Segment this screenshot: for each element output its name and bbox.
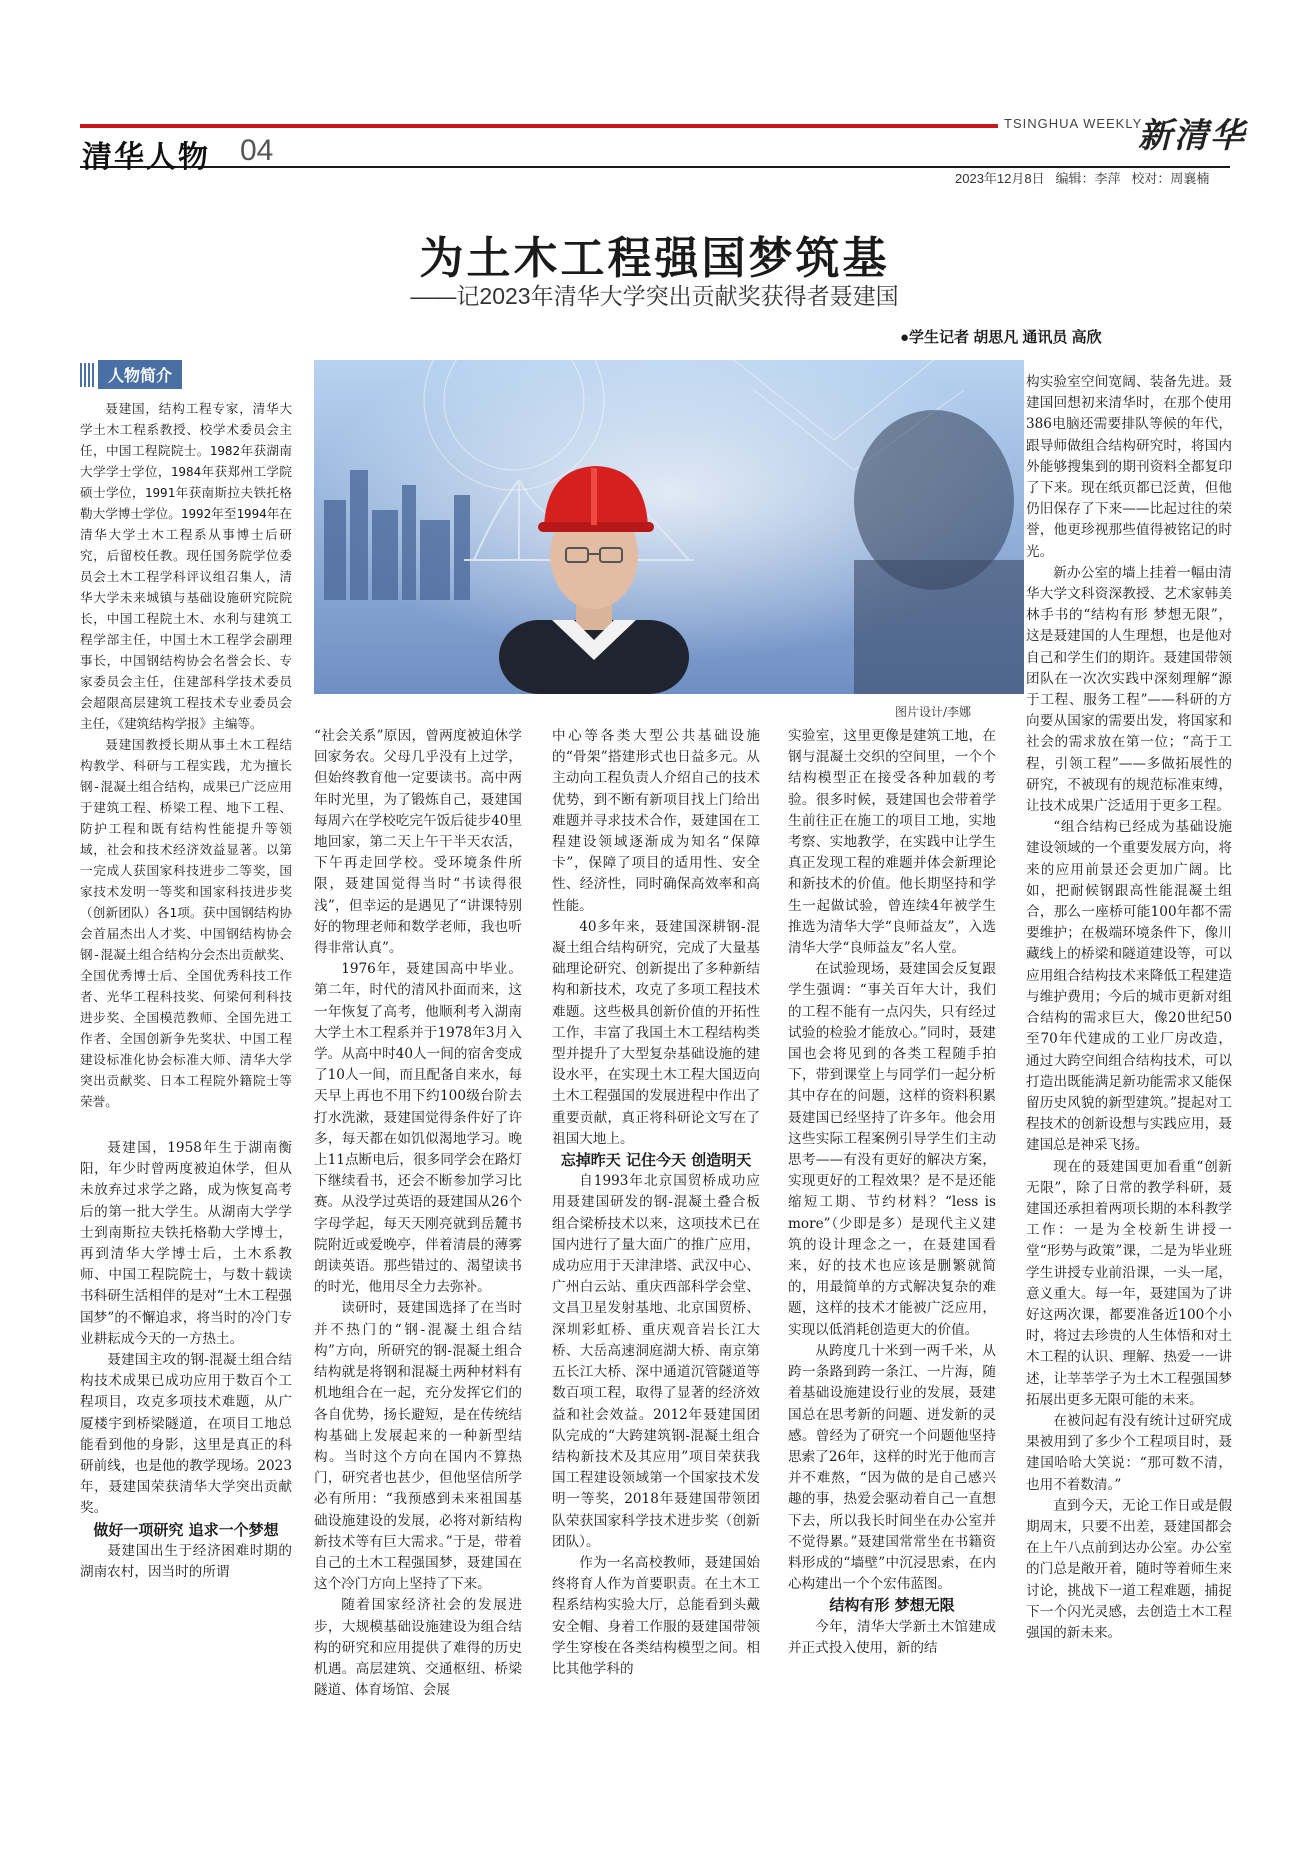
profile-paragraph: 聂建国教授长期从事土木工程结构教学、科研与工程实践，尤为擅长钢-混凝土组合结构，成果已广泛应用于建筑工程、桥梁工程、地下工程、防护工程和既有结构性能提升等领域，社会和技术经济效益显著。以第一完成人获国家科技进步二等奖，国家技术发明一等奖和国家科技进步奖（创新团队）各1项。获中国钢结构协会首届杰出人才奖、中国钢结构协会钢-混凝土组合结构分会杰出贡献奖、全国优秀博士后、全国优秀科技工作者、光华工程科技奖、何梁何利科技进步奖、全国模范教师、全国先进工作者、全国创新争先奖状、中国工程建设标准化协会标准大师、清华大学突出贡献奖、日本工程院外籍院士等荣誉。: [80, 737, 292, 1109]
profile-text: [80, 398, 292, 1112]
page-number: 04: [240, 134, 274, 167]
editor: 编辑：李萍: [1055, 171, 1121, 186]
paragraph: 读研时，聂建国选择了在当时并不热门的“钢-混凝土组合结构”方向，所研究的钢-混凝土组合结构就是将钢和混凝土两种材料有机地组合在一起，充分发挥它们的各自优势，扬长避短，是在传统结构基础上发展起来的一种新型结构。当时这个方向在国内不算热门，研究者也甚少，但他坚信所学必有所用：“我预感到未来祖国基础设施建设的发展，必将对新结构新技术等有巨大需求。”于是，带着自己的土木工程强国梦，聂建国在这个冷门方向上坚持了下来。: [314, 1300, 522, 1593]
paragraph: 实验室，这里更像是建筑工地，在钢与混凝土交织的空间里，一个个结构模型正在接受各种加载的考验。很多时候，聂建国也会带着学生前往正在施工的项目工地，实地考察、实地教学，在实践中让学生真正发现工程的难题并体会新理论和新技术的价值。他长期坚持和学生一起做试验，曾连续4年被学生推选为清华大学“良师益友”，入选清华大学“良师益友”名人堂。: [788, 728, 996, 957]
paragraph: 1976年，聂建国高中毕业。第二年，时代的清风扑面而来，这一年恢复了高考，他顺利考入湖南大学土木工程系并于1978年3月入学。从高中时40人一间的宿舍变成了10人一间，而且配备自来水，每天早上再也不用下约100级台阶去打水洗漱，聂建国觉得条件好了许多，每天都在如饥似渴地学习。晚上11点断电后，很多同学会在路灯下继续看书，还会不断参加学习比赛。从没学过英语的聂建国从26个字母学起，每天天刚亮就到岳麓书院附近或爱晚亭，伴着清晨的薄雾朗读英语。那些错过的、渴望读书的时光，他用尽全力去弥补。: [314, 961, 522, 1296]
section-subheading: 忘掉昨天 记住今天 创造明天: [560, 1151, 752, 1170]
paragraph: 今年，清华大学新土木馆建成并正式投入使用，新的结: [788, 1618, 996, 1656]
paragraph: 聂建国出生于经济困难时期的湖南农村，因当时的所谓: [80, 1542, 292, 1581]
section-subheading: 做好一项研究 追求一个梦想: [93, 1520, 279, 1539]
paragraph: 新办公室的墙上挂着一幅由清华大学文科资深教授、艺术家韩美林手书的“结构有形 梦想无限”，这是聂建国的人生理想，也是他对自己和学生们的期许。聂建国带领团队在一次次实践中深刻理解“源于工程、服务工程”——科研的方向要从国家的需要出发，将国家和社会的需求放在第一位；“高于工程，引领工程”——多做拓展性的研究，不被现有的规范标准束缚，让技术成果广泛适用于更多工程。: [1026, 564, 1232, 815]
paragraph: 聂建国主攻的钢-混凝土组合结构技术成果已成功应用于数百个工程项目，攻克多项技术难题，从广厦楼宇到桥梁隧道，在项目工地总能看到他的身影，这里是真正的科研前线，也是他的教学现场。2023年，聂建国荣获清华大学突出贡献奖。: [80, 1352, 292, 1517]
article-title: 为土木工程强国梦筑基: [419, 233, 890, 284]
column-4: [788, 726, 996, 1659]
paragraph: 构实验室空间宽阔、装备先进。聂建国回想初来清华时，在那个使用386电脑还需要排队等候的年代，跟导师做组合结构研究时，将国内外能够搜集到的期刊资料全都复印了下来。现在纸页都已泛黄，但他仍旧保存了下来——比起过往的荣誉，他更珍视那些值得被铭记的时光。: [1026, 374, 1232, 560]
paragraph: 作为一名高校教师，聂建国始终将育人作为首要职责。在土木工程系结构实验大厅，总能看到头戴安全帽、身着工作服的聂建国带领学生穿梭在各类结构模型之间。相比其他学科的: [552, 1554, 760, 1677]
paragraph: 40多年来，聂建国深耕钢-混凝土组合结构研究，完成了大量基础理论研究、创新提出了多种新结构和新技术，攻克了多项工程技术难题。这些极具创新价值的开拓性工作，丰富了我国土木工程结构类型并提升了大型复杂基础设施的建设水平，在实现土木工程大国迈向土木工程强国的发展进程中作出了重要贡献，真正将科研论文写在了祖国大地上。: [552, 918, 760, 1147]
portrait-photo: [314, 360, 1024, 694]
paragraph: “社会关系”原因，曾两度被迫休学回家务农。父母几乎没有上过学，但始终教育他一定要读书。高中两年时光里，为了锻炼自己，聂建国每周六在学校吃完午饭后徒步40里地回家，第二天上午干半天农活，下午再走回学校。受环境条件所限，聂建国觉得当时“书读得很浅”，但幸运的是遇见了“讲课特别好的物理老师和数学老师，我也听得非常认真”。: [314, 728, 522, 957]
photo-caption: 图片设计/李娜: [895, 705, 972, 719]
paragraph: 自1993年北京国贸桥成功应用聂建国研发的钢-混凝土叠合板组合梁桥技术以来，这项技术已在国内进行了量大面广的推广应用，成功应用于天津津塔、武汉中心、广州白云站、重庆西部科学会堂、文昌卫星发射基地、北京国贸桥、深圳彩虹桥、重庆观音岩长江大桥、大岳高速洞庭湖大桥、南京第五长江大桥、深中通道沉管隧道等数百项工程，取得了显著的经济效益和社会效益。2012年聂建国团队完成的“大跨建筑钢-混凝土组合结构新技术及其应用”项目荣获我国工程建设领域第一个国家技术发明一等奖，2018年聂建国带领团队荣获国家科学技术进步奖（创新团队）。: [552, 1173, 760, 1550]
paragraph: 中心等各类大型公共基础设施的“骨架”搭建形式也日益多元。从主动向工程负责人介绍自己的技术优势，到不断有新项目找上门给出难题并寻求技术合作，聂建国在工程建设领域逐渐成为知名“保障卡”，保障了项目的适用性、安全性、经济性，同时确保高效率和高性能。: [552, 728, 760, 914]
paragraph: 聂建国，1958年生于湖南衡阳，年少时曾两度被迫休学，但从未放弃过求学之路，成为恢复高考后的第一批大学生。从湖南大学学士到南斯拉夫铁托格勒大学博士，再到清华大学博士后，土木系教师、中国工程院院士，与数十载读书科研生活相伴的是对“土木工程强国梦”的不懈追求，将当时的冷门专业耕耘成今天的一方热土。: [80, 1140, 292, 1347]
column-1: [80, 1138, 292, 1583]
bars-icon: [80, 363, 94, 387]
header-red-rule: [80, 124, 998, 128]
column-5: [1026, 372, 1232, 1644]
section-subheading: 结构有形 梦想无限: [829, 1596, 955, 1615]
paragraph: 在被问起有没有统计过研究成果被用到了多少个工程项目时，聂建国哈哈大笑说：“那可数不清，也用不着数清。”: [1026, 1412, 1232, 1493]
paragraph: 在试验现场，聂建国会反复跟学生强调：“事关百年大计，我们的工程不能有一点闪失，只有经过试验的检验才能放心。”同时，聂建国也会将见到的各类工程随手拍下，带到课堂上与同学们一起分析其中存在的问题，这样的资料积累聂建国已经坚持了许多年。他会用这些实际工程案例引导学生们主动思考——有没有更好的解决方案，实现更好的工程效果？是不是还能缩短工期、节约材料？“less is more”（少即是多）是现代主义建筑的设计理念之一，在聂建国看来，好的技术也应该是删繁就简的，用最简单的方式解决复杂的难题，这样的技术才能被广泛应用，实现以低消耗创造更大的价值。: [788, 961, 996, 1338]
paragraph: 直到今天，无论工作日或是假期周末，只要不出差，聂建国都会在上午八点前到达办公室。办公室的门总是敞开着，随时等着师生来讨论，挑战下一道工程难题，捕捉下一个闪光灵感，去创造土木工程强国的新未来。: [1026, 1497, 1232, 1641]
paragraph: “组合结构已经成为基础设施建设领域的一个重要发展方向，将来的应用前景还会更加广阔。比如，把耐候钢跟高性能混凝土组合，那么一座桥可能100年都不需要维护；在极端环境条件下，像川藏线上的桥梁和隧道建设等，可以应用组合结构技术来降低工程建造与维护费用；今后的城市更新对组合结构的需求巨大，像20世纪50至70年代建成的工业厂房改造，通过大跨空间组合结构技术，可以打造出既能满足新功能需求又能保留历史风貌的新型建筑。”提起对工程技术的创新设想与实践应用，聂建国总是神采飞扬。: [1026, 819, 1232, 1154]
issue-date: 2023年12月8日: [955, 171, 1045, 186]
profile-paragraph: 聂建国，结构工程专家，清华大学土木工程系教授、校学术委员会主任，中国工程院院士。1982年获湖南大学学士学位，1984年获郑州工学院硕士学位，1991年获南斯拉夫铁托格勒大学博士学位。1992年至1994年在清华大学土木工程系从事博士后研究，后留校任教。现任国务院学位委员会土木工程学科评议组召集人，清华大学未来城镇与基础设施研究院院长，中国工程院土木、水利与建筑工程学部主任，中国土木工程学会副理事长，中国钢结构协会名誉会长、专家委员会主任，住建部科学技术委员会超限高层建筑工程技术专业委员会主任，《建筑结构学报》主编等。: [80, 401, 292, 731]
section-title: 清华人物: [82, 140, 210, 175]
masthead-logo: 新清华: [1138, 116, 1246, 156]
portrait-illustration: [314, 360, 1024, 694]
paragraph: 随着国家经济社会的发展进步，大规模基础设施建设为组合结构的研究和应用提供了难得的历史机遇。高层建筑、交通枢纽、桥梁隧道、体育场馆、会展: [314, 1597, 522, 1699]
dateline: [955, 168, 1209, 187]
masthead-en: TSINGHUA WEEKLY: [1004, 116, 1143, 131]
paragraph: 从跨度几十米到一两千米，从跨一条路到跨一条江、一片海，随着基础设施建设行业的发展，聂建国总在思考新的问题、迸发新的灵感。曾经为了研究一个问题他坚持思索了26年，这样的时光于他而言并不难熬，“因为做的是自己感兴趣的事，热爱会驱动着自己一直想下去，所以我长时间坐在办公室并不觉得累。”聂建国常常坐在书籍资料形成的“墙壁”中沉浸思索，在内心构建出一个个宏伟蓝图。: [788, 1342, 996, 1593]
article-subtitle: ——记2023年清华大学突出贡献奖获得者聂建国: [410, 283, 899, 309]
proofreader: 校对：周襄楠: [1131, 171, 1210, 186]
column-3: [552, 726, 760, 1680]
column-2: [314, 726, 522, 1701]
byline: ●学生记者 胡思凡 通讯员 高欣: [900, 329, 1102, 346]
profile-header: [80, 360, 182, 388]
profile-tag: 人物简介: [98, 360, 182, 389]
paragraph: 现在的聂建国更加看重“创新无限”，除了日常的教学科研，聂建国还承担着两项长期的本科教学工作：一是为全校新生讲授一堂“形势与政策”课，二是为毕业班学生讲授专业前沿课，一头一尾，意义重大。每一年，聂建国为了讲好这两次课，都要准备近100个小时，将过去珍贵的人生体悟和对土木工程的认识、理解、热爱一一讲述，让莘莘学子为土木工程强国梦拓展出更多无限可能的未来。: [1026, 1158, 1232, 1408]
